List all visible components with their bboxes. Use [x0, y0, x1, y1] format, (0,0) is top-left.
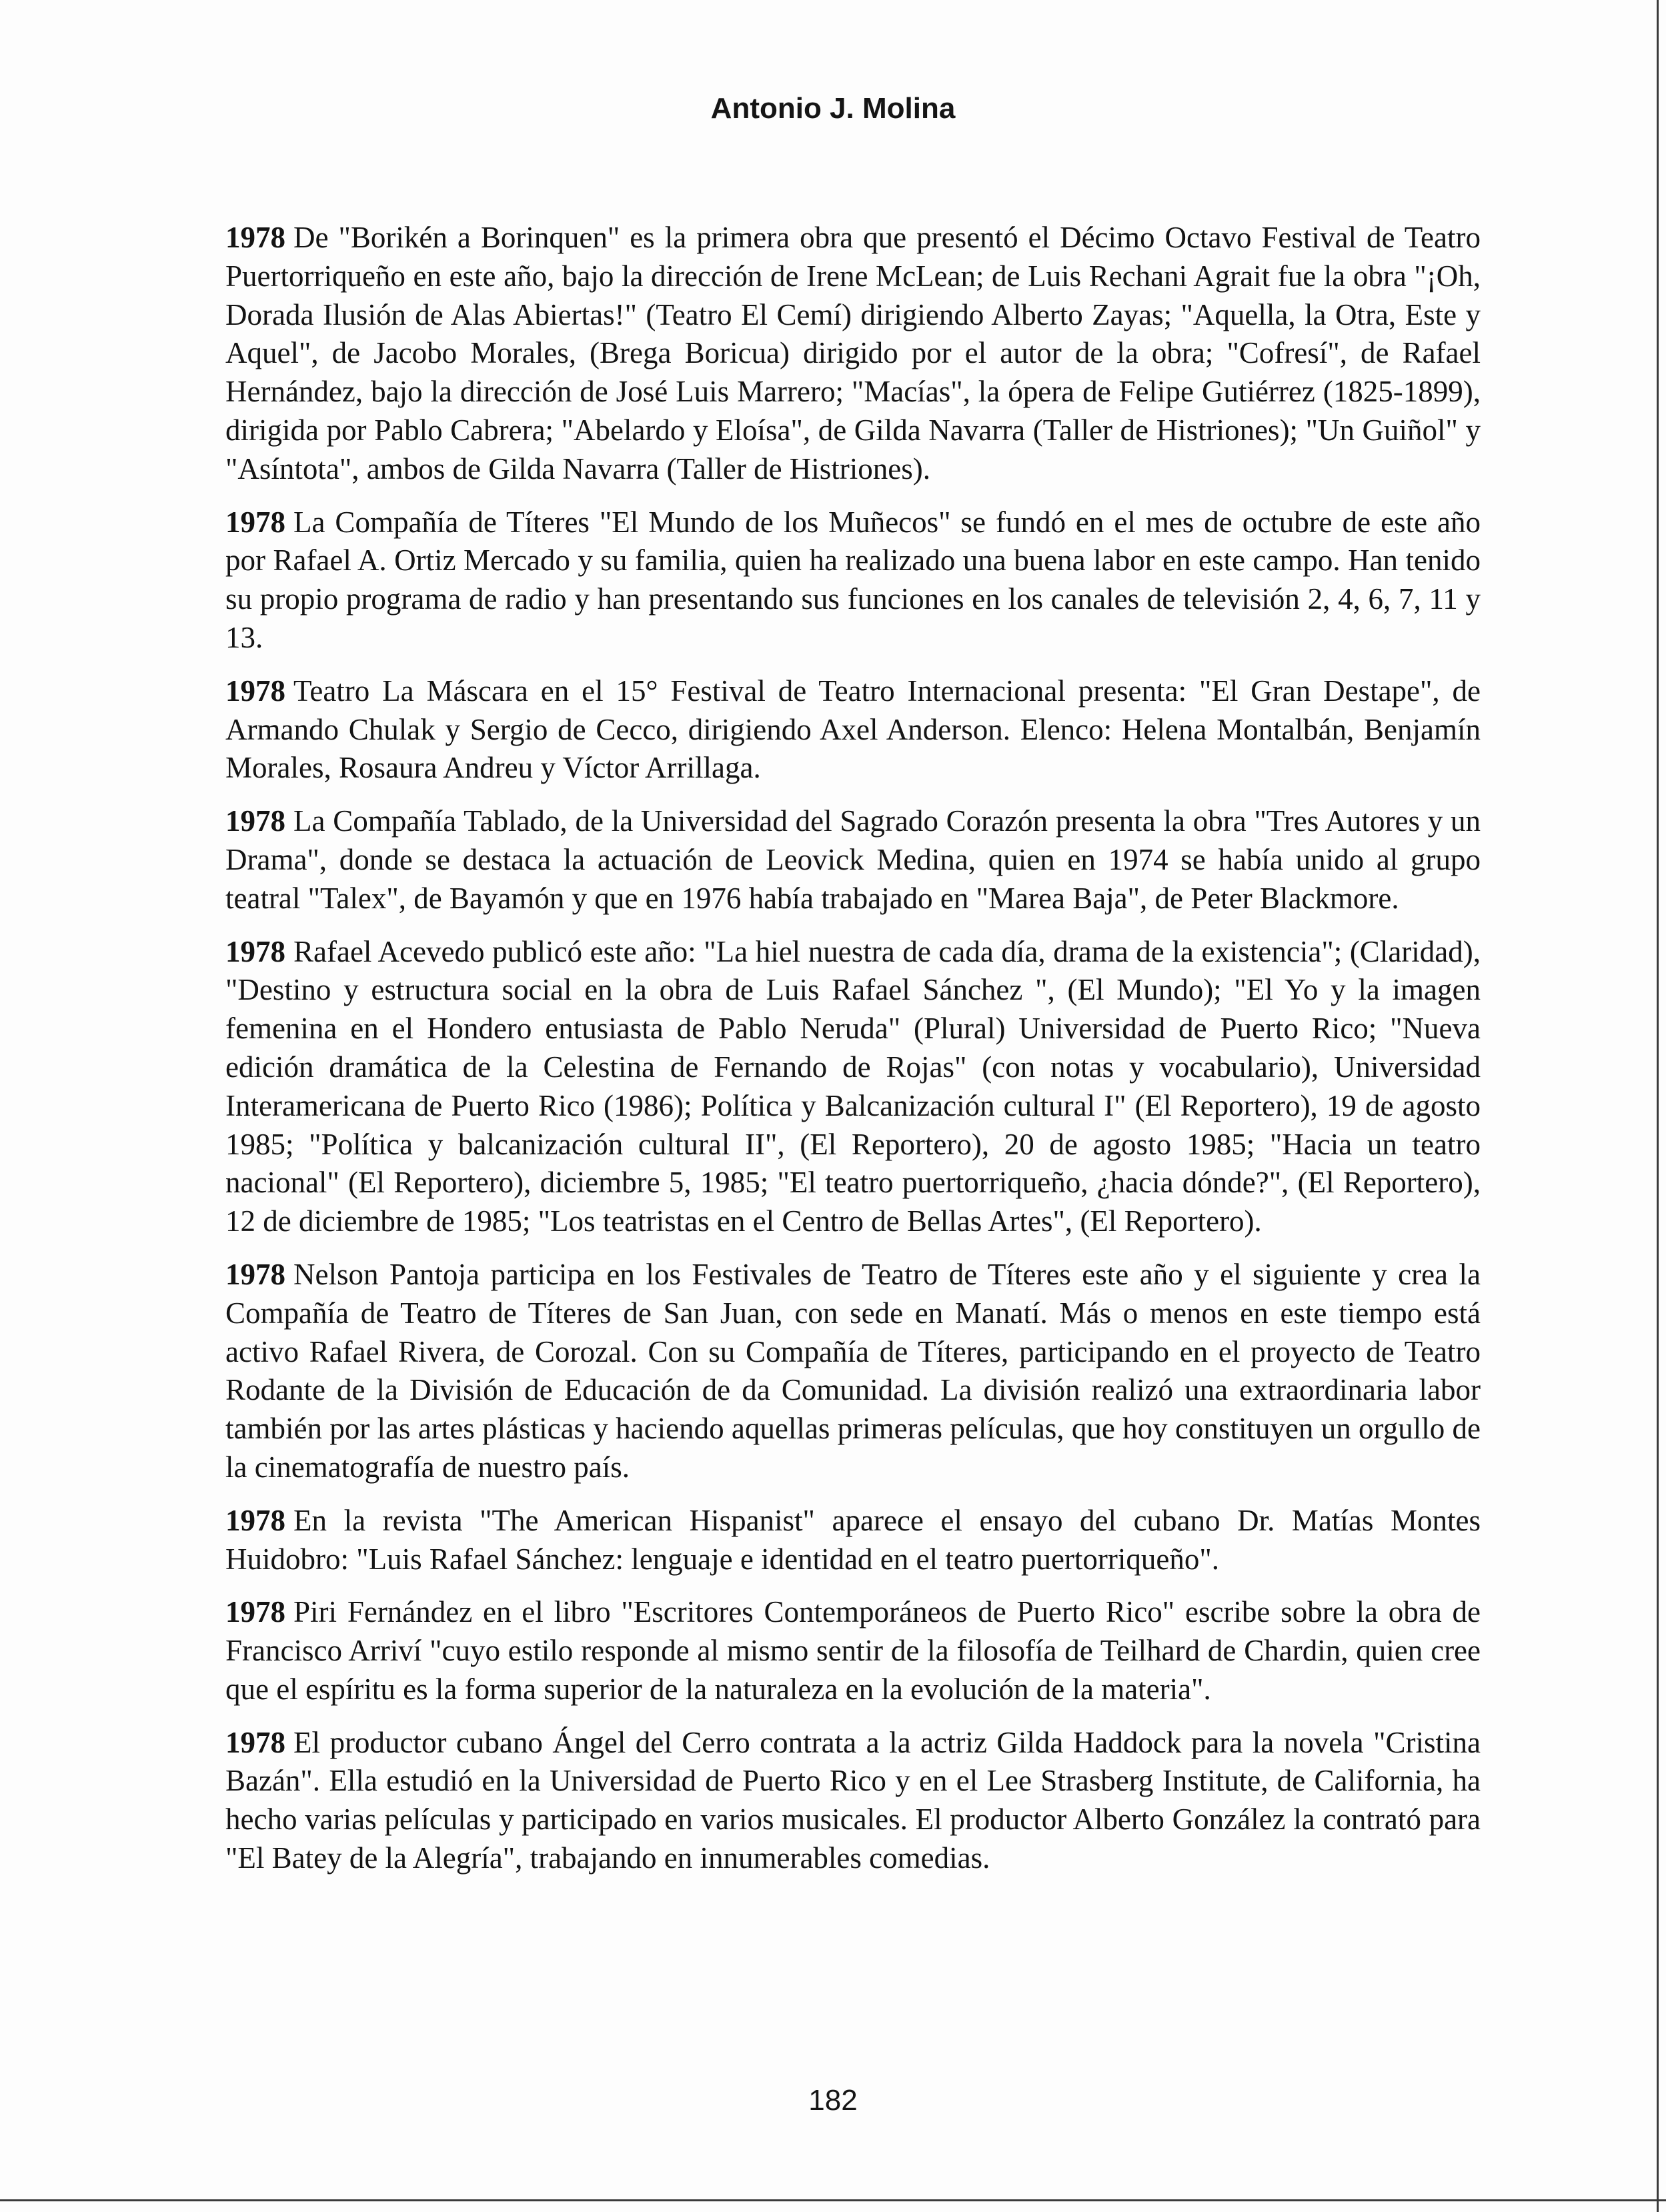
chronology-entry — [225, 219, 1481, 489]
entry-text: La Compañía Tablado, de la Universidad del Sagrado Corazón presenta la obra "Tres Autores y un Drama", donde se destaca la actuación de Leovick Medina, quien en 1974 se había unido al grupo teatral "Talex", de Bayamón y que en 1976 había trabajado en "Marea Baja", de Peter Blackmore. — [225, 804, 1481, 915]
entry-year: 1978 — [225, 1595, 285, 1629]
entry-text: En la revista "The American Hispanist" aparece el ensayo del cubano Dr. Matías Montes Huidobro: "Luis Rafael Sánchez: lenguaje e identidad en el teatro puertorriqueño". — [225, 1503, 1481, 1576]
running-header-author: Antonio J. Molina — [710, 92, 956, 125]
entry-text: La Compañía de Títeres "El Mundo de los Muñecos" se fundó en el mes de octubre de este año por Rafael A. Ortiz Mercado y su familia, quien ha realizado una buena labor en este campo. Han tenido su propio programa de radio y han presentando sus funciones en los canales de televisión 2, 4, 6, 7, 11 y 13. — [225, 505, 1481, 654]
chronology-entry — [225, 1256, 1481, 1487]
entry-year: 1978 — [225, 1725, 285, 1759]
entry-text: Teatro La Máscara en el 15° Festival de Teatro Internacional presenta: "El Gran Destape", de Armando Chulak y Sergio de Cecco, dirigiendo Axel Anderson. Elenco: Helena Montalbán, Benjamín Morales, Rosaura Andreu y Víctor Arrillaga. — [225, 674, 1481, 785]
entry-year: 1978 — [225, 804, 285, 838]
chronology-entry — [225, 672, 1481, 788]
entry-year: 1978 — [225, 1503, 285, 1537]
body-text — [225, 219, 1481, 1893]
chronology-entry — [225, 1593, 1481, 1709]
entry-text: De "Borikén a Borinquen" es la primera obra que presentó el Décimo Octavo Festival de Teatro Puertorriqueño en este año, bajo la dirección de Irene McLean; de Luis Rechani Agrait fue la obra "¡Oh, Dorada Ilusión de Alas Abiertas!" (Teatro El Cemí) dirigiendo Alberto Zayas; "Aquella, la Otra, Este y Aquel", de Jacobo Morales, (Brega Boricua) dirigido por el autor de la obra; "Cofresí", de Rafael Hernández, bajo la dirección de José Luis Marrero; "Macías", la ópera de Felipe Gutiérrez (1825-1899), dirigida por Pablo Cabrera; "Abelardo y Eloísa", de Gilda Navarra (Taller de Histriones); "Un Guiñol" y "Asíntota", ambos de Gilda Navarra (Taller de Histriones). — [225, 221, 1481, 485]
scan-edge-right-divider — [1657, 0, 1659, 2212]
entry-text: El productor cubano Ángel del Cerro contrata a la actriz Gilda Haddock para la novela "Cristina Bazán". Ella estudió en la Universidad de Puerto Rico y en el Lee Strasberg Institute, de California, ha hecho varias películas y participado en varios musicales. El productor Alberto González la contrató para "El Batey de la Alegría", trabajando en innumerables comedias. — [225, 1725, 1481, 1875]
entry-text: Rafael Acevedo publicó este año: "La hiel nuestra de cada día, drama de la existencia"; (Claridad), "Destino y estructura social en la obra de Luis Rafael Sánchez ", (El Mundo); "El Yo y la imagen femenina en el Hondero entusiasta de Pablo Neruda" (Plural) Universidad de Puerto Rico; "Nueva edición dramática de la Celestina de Fernando de Rojas" (con notas y vocabulario), Universidad Interamericana de Puerto Rico (1986); Política y Balcanización cultural I" (El Reportero), 19 de agosto 1985; "Política y balcanización cultural II", (El Reportero), 20 de agosto 1985; "Hacia un teatro nacional" (El Reportero), diciembre 5, 1985; "El teatro puertorriqueño, ¿hacia dónde?", (El Reportero), 12 de diciembre de 1985; "Los teatristas en el Centro de Bellas Artes", (El Reportero). — [225, 934, 1481, 1238]
entry-year: 1978 — [225, 934, 285, 968]
entry-year: 1978 — [225, 1257, 285, 1291]
chronology-entry — [225, 933, 1481, 1241]
page-number: 182 — [808, 2084, 858, 2117]
chronology-entry — [225, 1724, 1481, 1878]
entry-text: Piri Fernández en el libro "Escritores Contemporáneos de Puerto Rico" escribe sobre la obra de Francisco Arriví "cuyo estilo responde al mismo sentir de la filosofía de Teilhard de Chardin, quien cree que el espíritu es la forma superior de la naturaleza en la evolución de la materia". — [225, 1595, 1481, 1706]
entry-year: 1978 — [225, 221, 285, 254]
entry-text: Nelson Pantoja participa en los Festivales de Teatro de Títeres este año y el siguiente y crea la Compañía de Teatro de Títeres de San Juan, con sede en Manatí. Más o menos en este tiempo está activo Rafael Rivera, de Corozal. Con su Compañía de Títeres, participando en el proyecto de Teatro Rodante de la División de Educación de da Comunidad. La división realizó una extraordinaria labor también por las artes plásticas y haciendo aquellas primeras películas, que hoy constituyen un orgullo de la cinematografía de nuestro país. — [225, 1257, 1481, 1484]
chronology-entry — [225, 503, 1481, 658]
scan-edge-bottom-divider — [0, 2199, 1666, 2201]
entry-year: 1978 — [225, 505, 285, 539]
chronology-entry — [225, 1502, 1481, 1579]
chronology-entry — [225, 802, 1481, 918]
entry-year: 1978 — [225, 674, 285, 708]
